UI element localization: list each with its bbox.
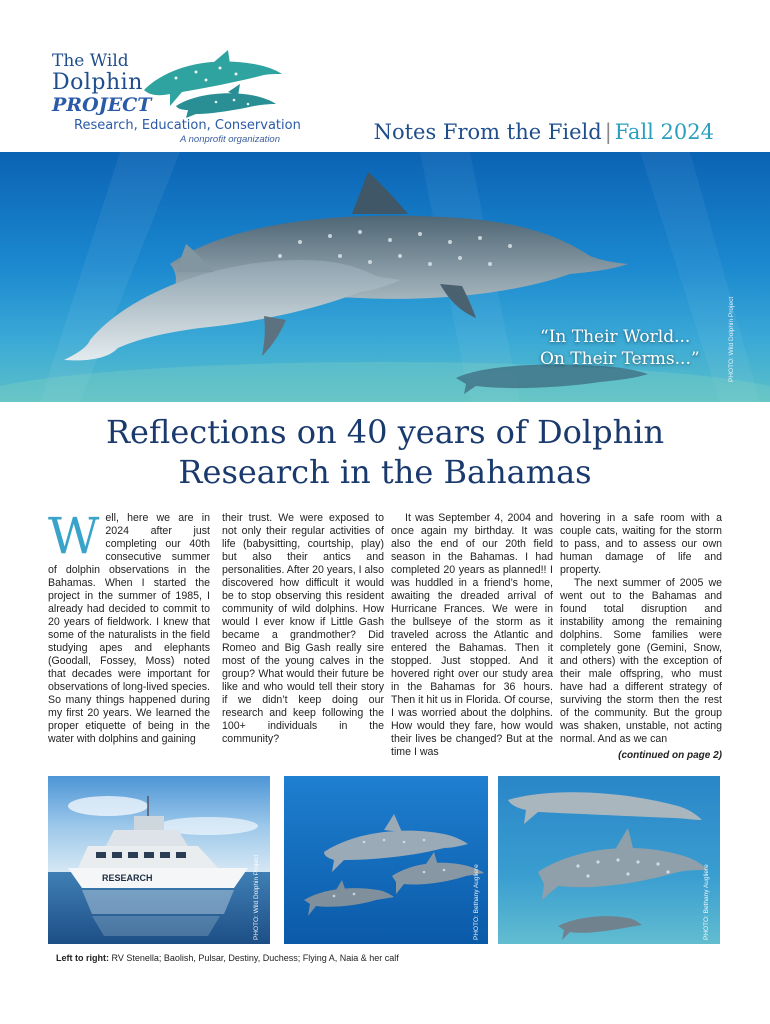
hero-quote bbox=[540, 326, 700, 370]
continued-note: (continued on page 2) bbox=[618, 750, 722, 761]
column-3-text: It was September 4, 2004 and once again my birthday. It was also the end of our 20th field season in the Bahamas. I had completed 20 years as planned!! I was huddled in a friend’s home, awaiting the dreaded arrival of Hurricane Frances. We were in the bullseye of the storm as it traveled across the Atlantic and entered the Bahamas. Then it stopped. Just stopped. And it hovered right over our study area in the Bahamas for 36 hours. Then it hit us in Florida. Of course, I was worried about the dolphins. How would they fare, how would their lives be changed? But at the time I was bbox=[391, 512, 553, 758]
hero-quote-line2: On Their Terms...” bbox=[540, 349, 700, 369]
hero-photo-credit: PHOTO: Wild Dolphin Project bbox=[728, 296, 735, 382]
headline-line1: Reflections on 40 years of Dolphin bbox=[105, 413, 665, 451]
article-column-1 bbox=[48, 507, 210, 746]
research-boat-image bbox=[48, 776, 270, 944]
article-body bbox=[48, 507, 722, 761]
issue-name: Notes From the Field bbox=[373, 120, 602, 144]
logo-project: PROJECT bbox=[52, 94, 152, 116]
issue-separator: | bbox=[604, 120, 612, 144]
mother-calf-image bbox=[498, 776, 720, 944]
column-1-text: ell, here we are in 2024 after just completing our 40th consecutive summer of dolphin observations in the Bahamas. When I started the project in the summer of 1985, I already had decided to commit to 20 years of fieldwork. I knew that some of the naturalists in the field studying apes and elephants (Goodall, Fossey, Moss) noted that decades were important for observations of long-lived species. So many things happened during my first 20 years. We learned the proper etiquette of being in the water with dolphins and gaining bbox=[48, 512, 210, 745]
photo-dolphin-group bbox=[284, 776, 488, 944]
boat-name-text: RESEARCH bbox=[102, 873, 153, 883]
wdp-logo bbox=[44, 44, 301, 152]
column-2-text: their trust. We were exposed to not only their regular activities of life (babysitting, courtship, play) but also their antics and personalities. After 20 years, I also discovered how difficult it would be to stop observing this resident community of wild dolphins. How would I ever know if Little Gash became a grandmother? Did Romeo and Big Gash really sire most of the young calves in the group? What would their future be like and who would tell their story if we didn’t keep doing our research and keep following the 100+ individuals in the community? bbox=[222, 512, 384, 745]
logo-tagline: Research, Education, Conservation bbox=[74, 118, 301, 133]
photo2-credit: PHOTO: Bethany Augliere bbox=[473, 864, 480, 940]
logo-the: The Wild bbox=[52, 51, 129, 71]
article-column-4 bbox=[560, 512, 722, 762]
photo-research-vessel bbox=[48, 776, 270, 944]
caption-lead: Left to right: bbox=[56, 953, 109, 963]
hero-photo bbox=[0, 152, 770, 402]
headline-line2: Research in the Bahamas bbox=[178, 453, 592, 491]
photo-mother-and-calf bbox=[498, 776, 720, 944]
article-headline bbox=[0, 412, 770, 492]
logo-dolphins-icon bbox=[136, 48, 286, 118]
dolphin-group-image bbox=[284, 776, 488, 944]
issue-title bbox=[374, 120, 714, 144]
article-column-3 bbox=[391, 512, 553, 759]
issue-season: Fall 2024 bbox=[614, 120, 714, 144]
photo1-credit: PHOTO: Wild Dolphin Project bbox=[253, 854, 260, 940]
column-4-text-a: hovering in a safe room with a couple cats, waiting for the storm to pass, and to assess our own human damage of life and property. bbox=[560, 512, 722, 576]
photo-caption bbox=[56, 953, 399, 963]
column-4-text-b: The next summer of 2005 we went out to the Bahamas and found total disruption and instability among the remaining dolphins. Some families were completely gone (Gemini, Snow, and others) with the exception of their male offspring, who must have had a different strategy of surviving the storm then the rest of the community. But the group was shaken, unstable, not acting normal. And as we can bbox=[560, 577, 722, 745]
logo-nonprofit-note: A nonprofit organization bbox=[180, 134, 280, 145]
article-column-2 bbox=[222, 512, 384, 746]
caption-text: RV Stenella; Baolish, Pulsar, Destiny, Duchess; Flying A, Naia & her calf bbox=[109, 953, 399, 963]
photo3-credit: PHOTO: Bethany Augliere bbox=[703, 864, 710, 940]
hero-quote-line1: “In Their World... bbox=[540, 327, 691, 347]
logo-dolphin: Dolphin bbox=[52, 70, 143, 95]
drop-cap: W bbox=[48, 507, 100, 565]
